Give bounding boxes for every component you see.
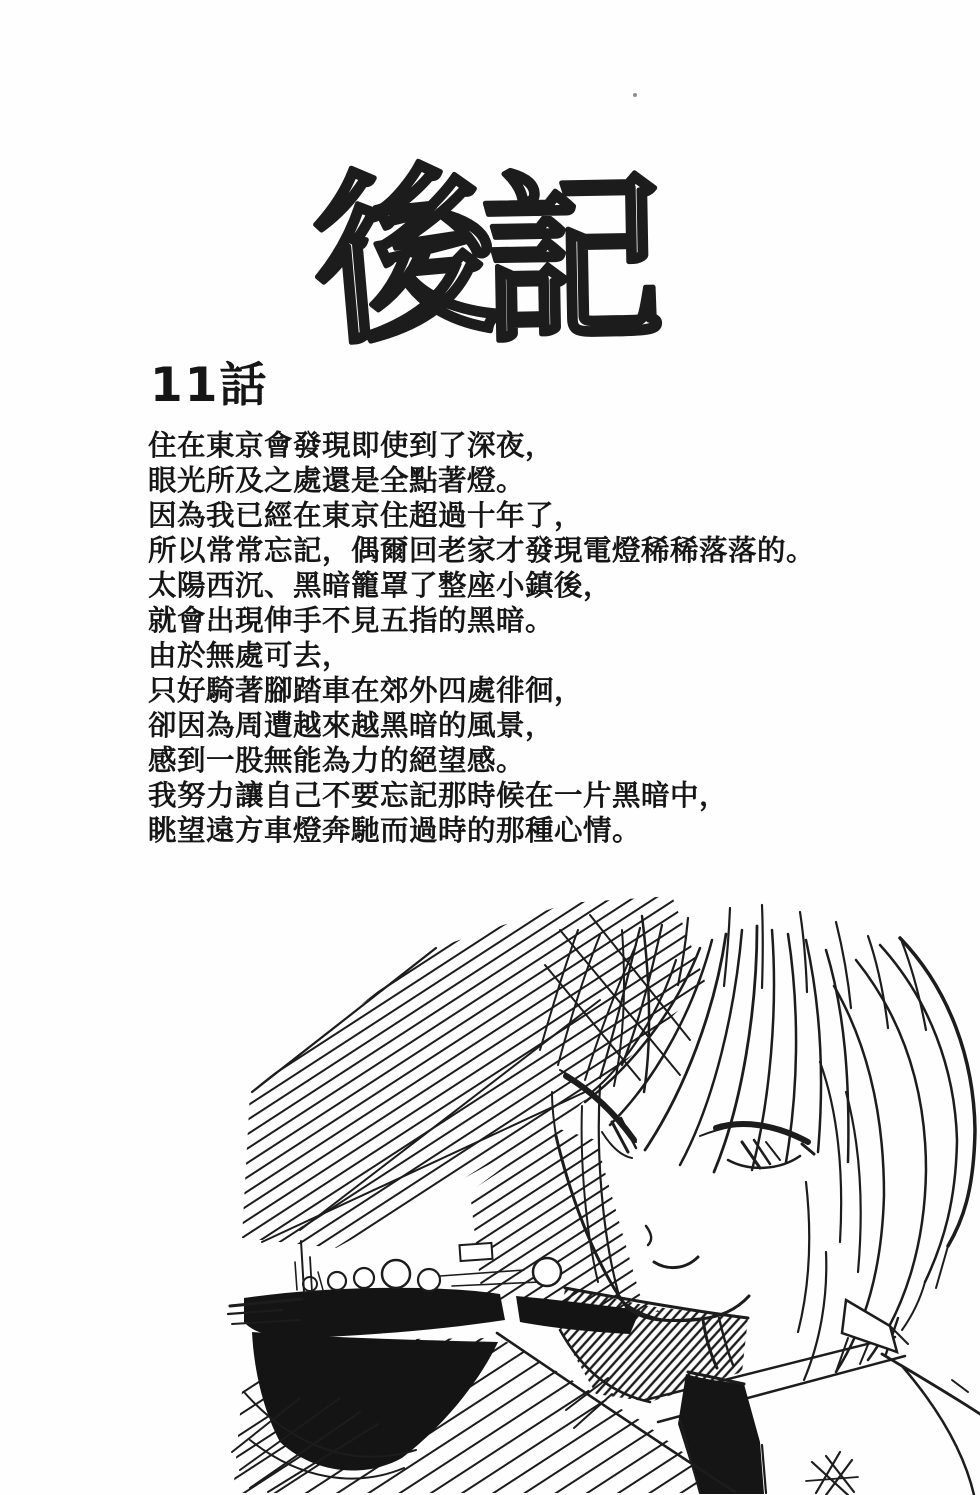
afterword-line: 眺望遠方車燈奔馳而過時的那種心情。 bbox=[148, 814, 642, 847]
light bbox=[418, 1269, 440, 1291]
title-char-1: 後 bbox=[306, 143, 507, 371]
afterword-line: 眼光所及之處還是全點著燈。 bbox=[148, 464, 526, 497]
nose bbox=[646, 1226, 651, 1245]
light bbox=[303, 1277, 317, 1291]
light bbox=[328, 1272, 346, 1290]
scan-speck bbox=[633, 93, 637, 97]
afterword-line: 由於無處可去， bbox=[148, 639, 352, 672]
afterword-line: 太陽西沉、黑暗籠罩了整座小鎮後， bbox=[148, 569, 613, 602]
light bbox=[533, 1258, 561, 1286]
afterword-line: 所以常常忘記，偶爾回老家才發現電燈稀稀落落的。 bbox=[148, 534, 816, 567]
afterword-line: 卻因為周遭越來越黑暗的風景， bbox=[148, 709, 555, 742]
afterword-line: 住在東京會發現即使到了深夜， bbox=[148, 429, 555, 462]
town-band-left bbox=[244, 1288, 505, 1338]
mouth bbox=[654, 1257, 698, 1268]
afterword-line: 感到一股無能為力的絕望感。 bbox=[148, 744, 526, 777]
title-char-2: 記 bbox=[479, 153, 666, 369]
structure bbox=[459, 1243, 492, 1261]
afterword-line: 就會出現伸手不見五指的黑暗。 bbox=[148, 604, 555, 637]
light bbox=[382, 1260, 410, 1288]
afterword-line: 因為我已經在東京住超過十年了， bbox=[148, 499, 584, 532]
afterword-line: 我努力讓自己不要忘記那時候在一片黑暗中， bbox=[148, 779, 729, 812]
afterword-line: 只好騎著腳踏車在郊外四處徘徊， bbox=[148, 674, 584, 707]
light bbox=[354, 1268, 374, 1288]
chapter-heading: 11話 bbox=[150, 358, 269, 413]
sketch-strokes bbox=[228, 896, 980, 1495]
